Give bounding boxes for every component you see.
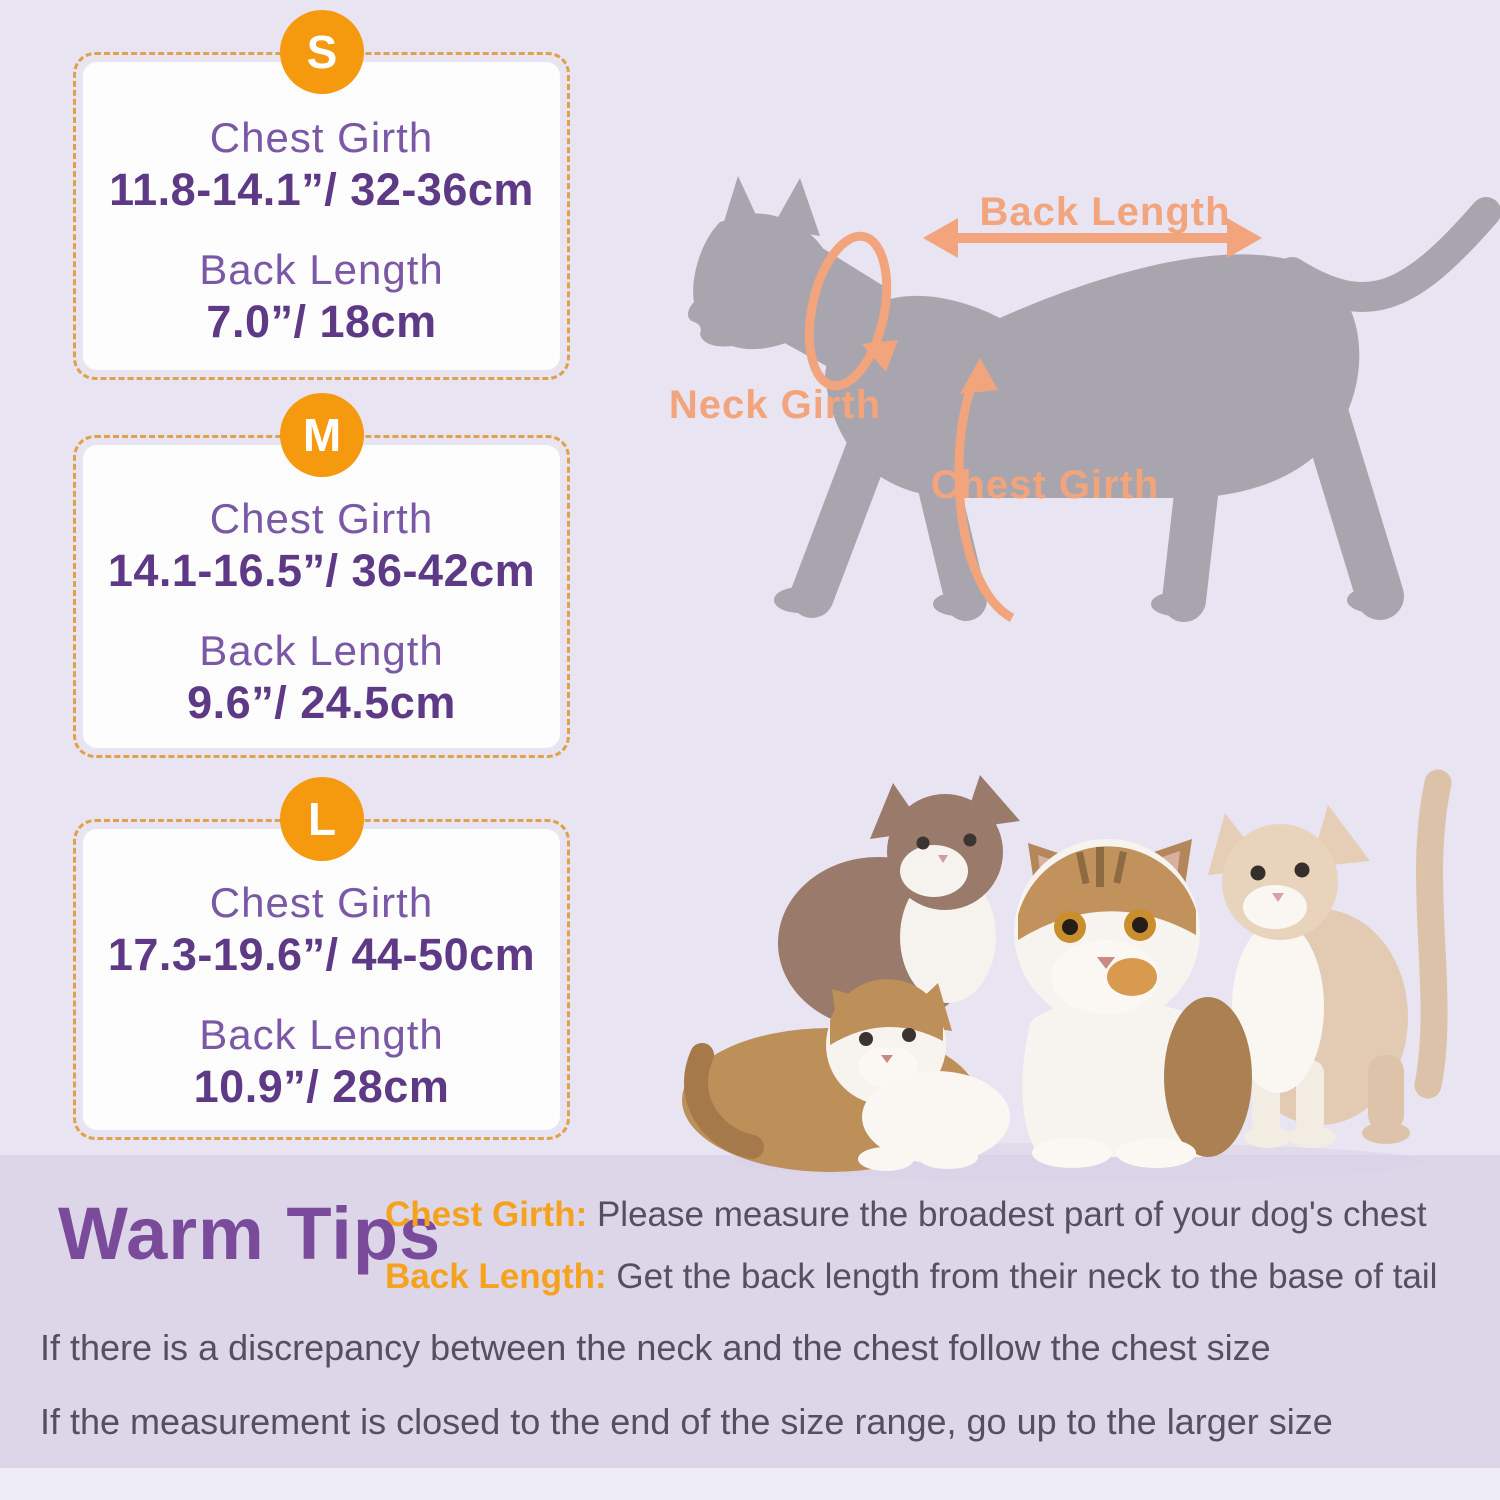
tip-back-length-text: Get the back length from their neck to the base of tail xyxy=(606,1257,1438,1296)
warm-tips-title: Warm Tips xyxy=(58,1192,442,1275)
note-line-2: If the measurement is closed to the end of the size range, go up to the larger size xyxy=(40,1401,1333,1442)
chest-girth-value: 14.1-16.5”/ 36-42cm xyxy=(107,545,536,596)
size-card-s xyxy=(73,52,570,380)
tip-chest-girth xyxy=(385,1193,1427,1237)
diagram-label-chest-girth: Chest Girth xyxy=(930,463,1160,507)
tip-back-length xyxy=(385,1255,1437,1299)
chest-girth-value: 17.3-19.6”/ 44-50cm xyxy=(107,929,536,980)
chest-girth-label: Chest Girth xyxy=(209,114,434,161)
footer-strip xyxy=(0,1468,1500,1500)
size-badge-s: S xyxy=(280,10,364,94)
tip-chest-girth-label: Chest Girth: xyxy=(385,1195,588,1234)
back-length-value: 7.0”/ 18cm xyxy=(206,296,437,347)
cat-center xyxy=(1014,839,1252,1168)
chest-girth-label: Chest Girth xyxy=(209,495,434,542)
size-badge-m: M xyxy=(280,393,364,477)
back-length-label: Back Length xyxy=(199,627,444,674)
size-card-m xyxy=(73,435,570,758)
diagram-label-back-length: Back Length xyxy=(979,190,1231,234)
diagram-label-neck-girth: Neck Girth xyxy=(668,383,882,427)
chest-girth-value: 11.8-14.1”/ 32-36cm xyxy=(109,164,534,215)
size-card-l xyxy=(73,819,570,1140)
back-length-value: 10.9”/ 28cm xyxy=(193,1061,450,1112)
note-line-1: If there is a discrepancy between the neck and the chest follow the chest size xyxy=(40,1327,1271,1368)
back-length-value: 9.6”/ 24.5cm xyxy=(187,677,456,728)
chest-girth-label: Chest Girth xyxy=(209,879,434,926)
kitten-bottom-left xyxy=(682,979,1010,1172)
size-card-m-panel xyxy=(83,445,560,748)
size-card-s-panel xyxy=(83,62,560,370)
cats-photo-illustration xyxy=(680,755,1500,1185)
size-badge-l: L xyxy=(280,777,364,861)
tip-chest-girth-text: Please measure the broadest part of your dog's chest xyxy=(587,1195,1427,1234)
size-card-l-panel xyxy=(83,829,560,1130)
tip-back-length-label: Back Length: xyxy=(385,1257,607,1296)
back-length-label: Back Length xyxy=(199,1011,444,1058)
back-length-label: Back Length xyxy=(199,246,444,293)
